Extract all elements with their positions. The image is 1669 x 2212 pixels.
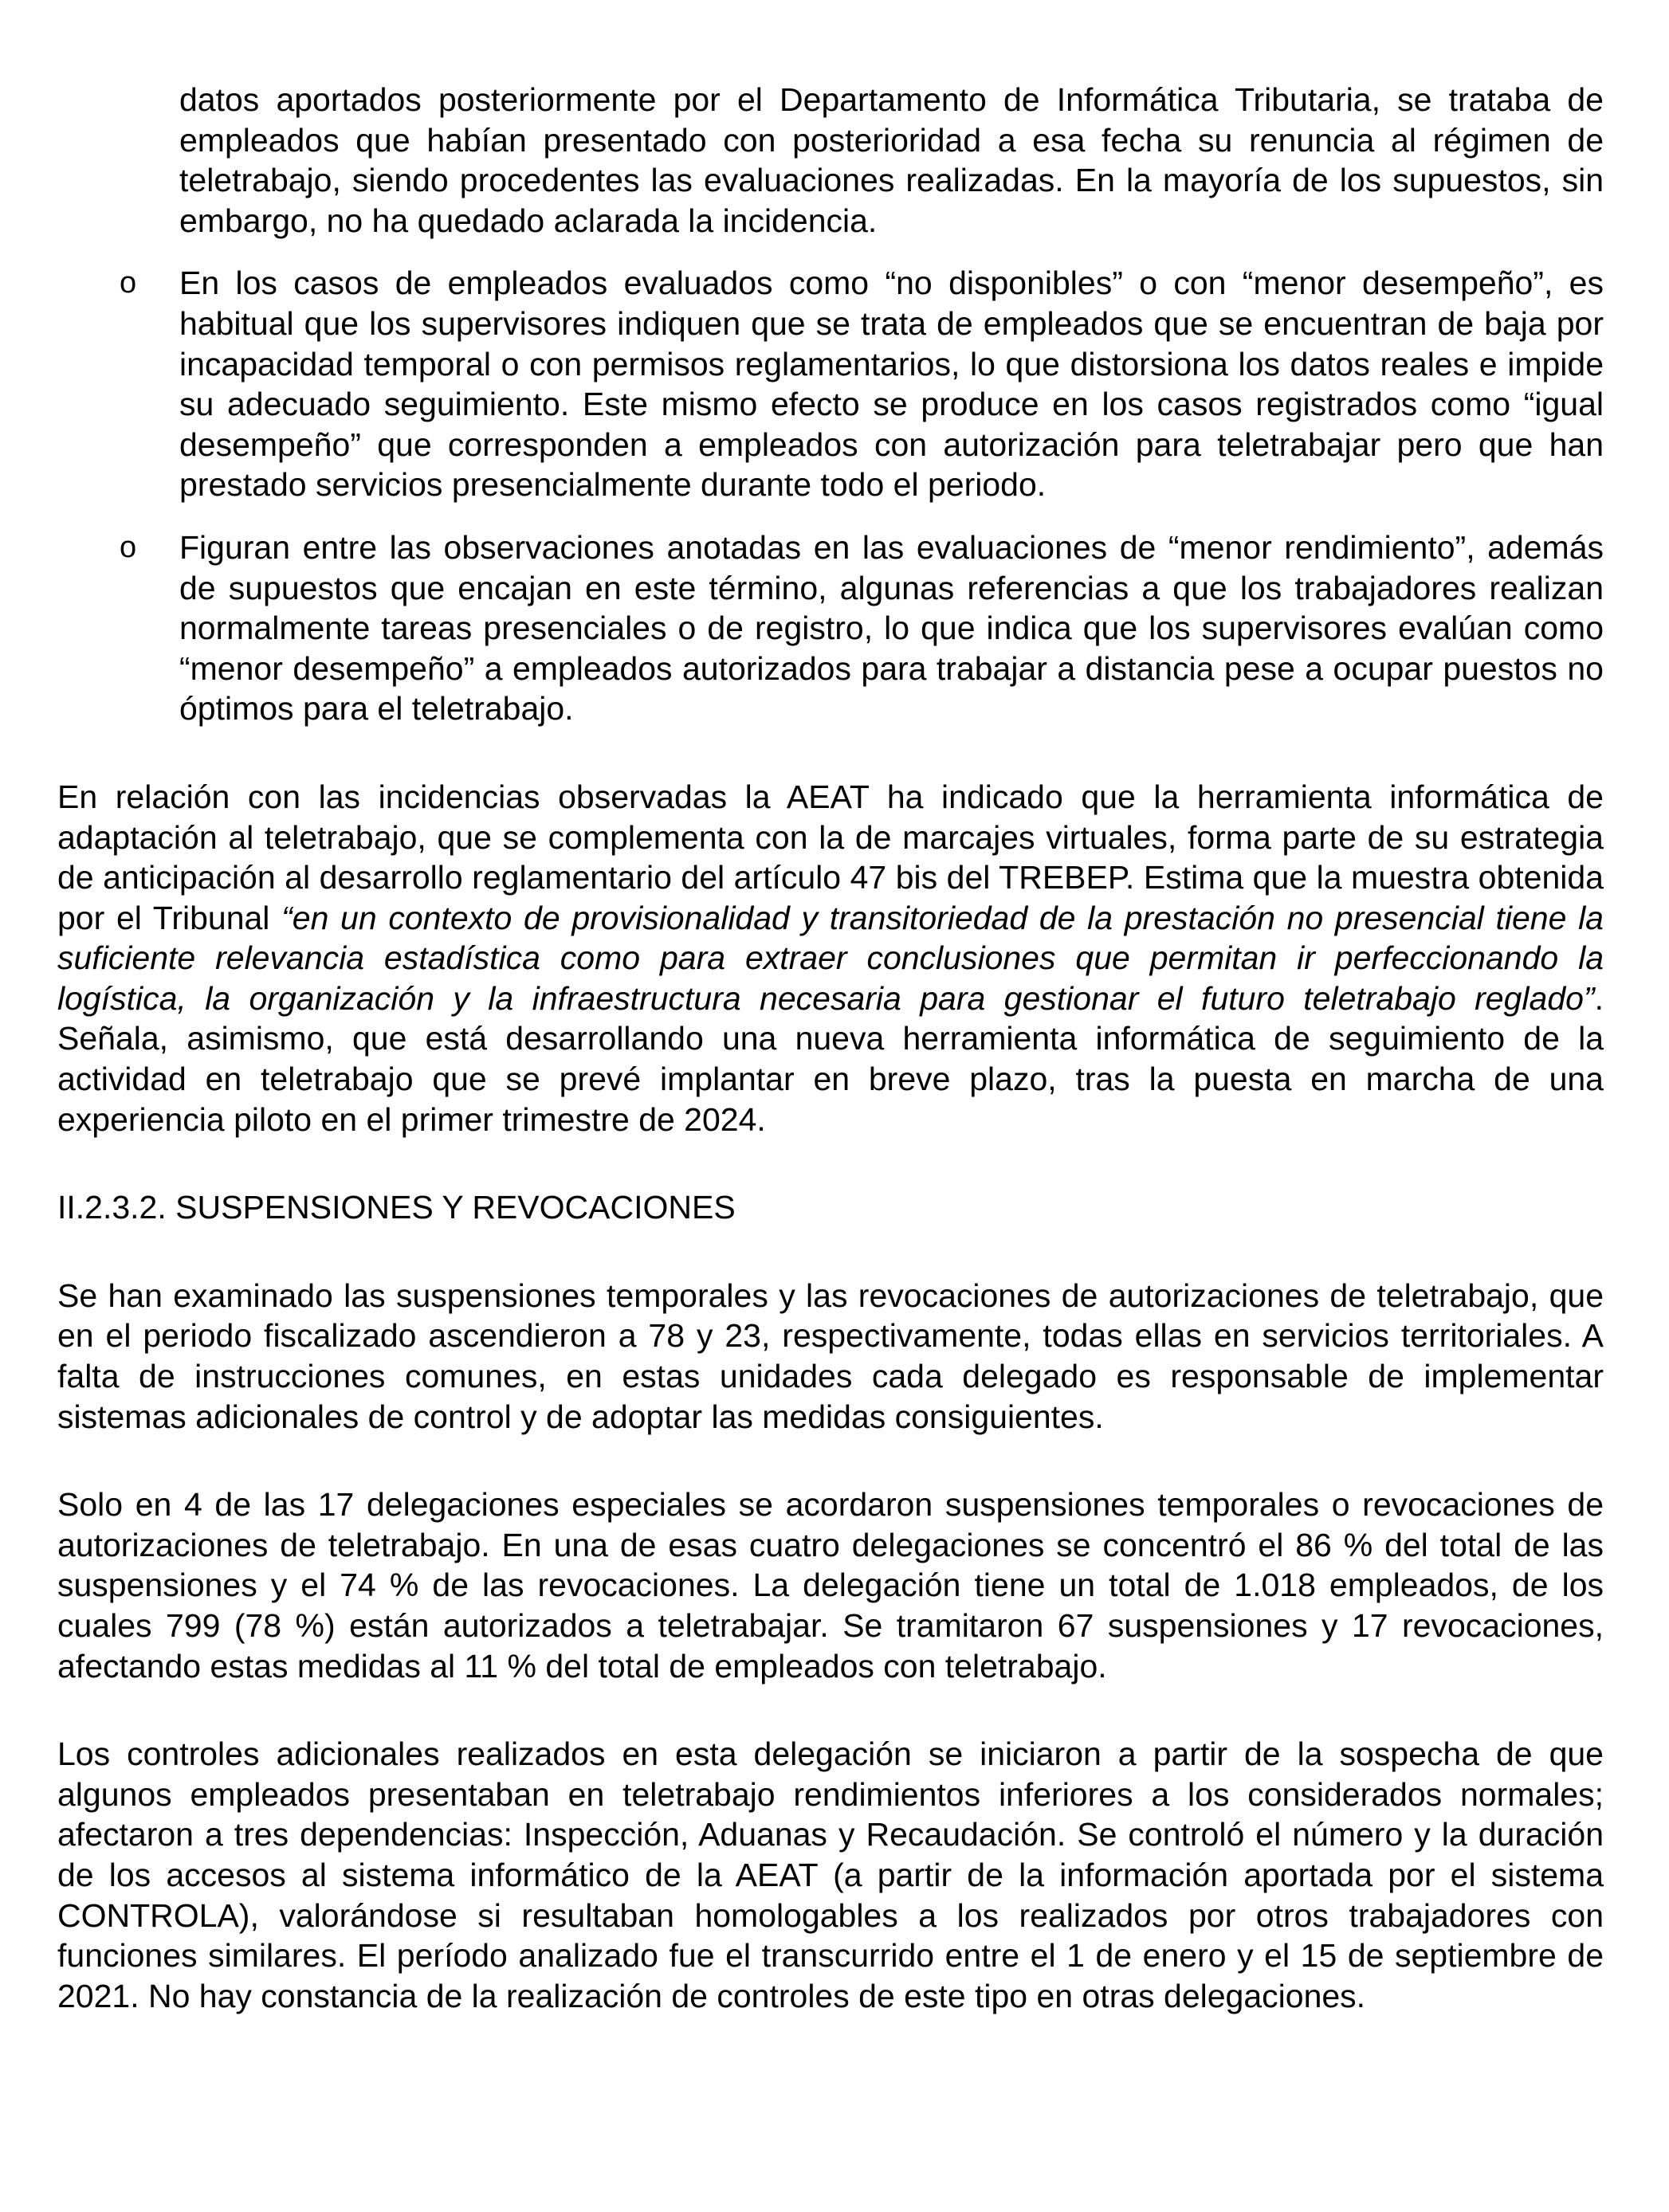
bullet-item [120,263,1604,505]
bullet-text: Figuran entre las observaciones anotadas en las evaluaciones de “menor rendimiento”, además de supuestos que encajan en este término, algunas referencias a que los trabajadores realizan normalmente tareas presenciales o de registro, lo que indica que los supervisores evalúan como “menor desempeño” a empleados autorizados para trabajar a distancia pese a ocupar puestos no óptimos para el teletrabajo. [179,528,1604,728]
document-page [57,80,1604,2016]
bullet-text: En los casos de empleados evaluados como “no disponibles” o con “menor desempeño”, es habitual que los supervisores indiquen que se trata de empleados que se encuentran de baja por incapacidad temporal o con permisos reglamentarios, lo que distorsiona los datos reales e impide su adecuado seguimiento. Este mismo efecto se produce en los casos registrados como “igual desempeño” que corresponden a empleados con autorización para teletrabajar pero que han prestado servicios presencialmente durante todo el periodo. [179,265,1604,504]
body-paragraph: Solo en 4 de las 17 delegaciones especiales se acordaron suspensiones temporales o revocaciones de autorizaciones de teletrabajo. En una de esas cuatro delegaciones se concentró el 86 % del total de las suspensiones y el 74 % de las revocaciones. La delegación tiene un total de 1.018 empleados, de los cuales 799 (78 %) están autorizados a teletrabajar. Se tramitaron 67 suspensiones y 17 revocaciones, afectando estas medidas al 11 % del total de empleados con teletrabajo. [57,1486,1604,1684]
aeat-text-before: En relación con las incidencias observadas la AEAT ha indicado que la herramienta informática de adaptación al teletrabajo, que se complementa con la de marcajes virtuales, forma parte de su estrategia de anticipación al desarrollo reglamentario del artículo 47 bis del TREBEP. Estima que la muestra obtenida por el Tribunal [57,778,1604,936]
bullet-marker: o [120,266,137,300]
aeat-quote: “en un contexto de provisionalidad y transitoriedad de la prestación no presencial tiene la suficiente relevancia estadística como para extraer conclusiones que permitan ir perfeccionando la logística, la organización y la infraestructura necesaria para gestionar el futuro teletrabajo reglado” [57,899,1604,1017]
section-heading: II.2.3.2. SUSPENSIONES Y REVOCACIONES [57,1189,736,1226]
continuation-paragraph: datos aportados posteriormente por el Departamento de Informática Tributaria, se trataba de empleados que habían presentado con posterioridad a esa fecha su renuncia al régimen de teletrabajo, siendo procedentes las evaluaciones realizadas. En la mayoría de los supuestos, sin embargo, no ha quedado aclarada la incidencia. [179,81,1604,239]
body-paragraph: Se han examinado las suspensiones temporales y las revocaciones de autorizaciones de teletrabajo, que en el periodo fiscalizado ascendieron a 78 y 23, respectivamente, todas ellas en servicios territoriales. A falta de instrucciones comunes, en estas unidades cada delegado es responsable de implementar sistemas adicionales de control y de adoptar las medidas consiguientes. [57,1277,1604,1435]
bullet-marker: o [120,530,137,564]
body-paragraph: Los controles adicionales realizados en esta delegación se iniciaron a partir de la sospecha de que algunos empleados presentaban en teletrabajo rendimientos inferiores a los considerados normales; afectaron a tres dependencias: Inspección, Aduanas y Recaudación. Se controló el número y la duración de los accesos al sistema informático de la AEAT (a partir de la información aportada por el sistema CONTROLA), valorándose si resultaban homologables a los realizados por otros trabajadores con funciones similares. El período analizado fue el transcurrido entre el 1 de enero y el 15 de septiembre de 2021. No hay constancia de la realización de controles de este tipo en otras delegaciones. [57,1735,1604,2014]
aeat-text-after: . Señala, asimismo, que está desarrollando una nueva herramienta informática de seguimiento de la actividad en teletrabajo que se prevé implantar en breve plazo, tras la puesta en marcha de una experiencia piloto en el primer trimestre de 2024. [57,979,1604,1138]
bullet-item [120,528,1604,729]
aeat-response-paragraph [57,777,1604,1139]
